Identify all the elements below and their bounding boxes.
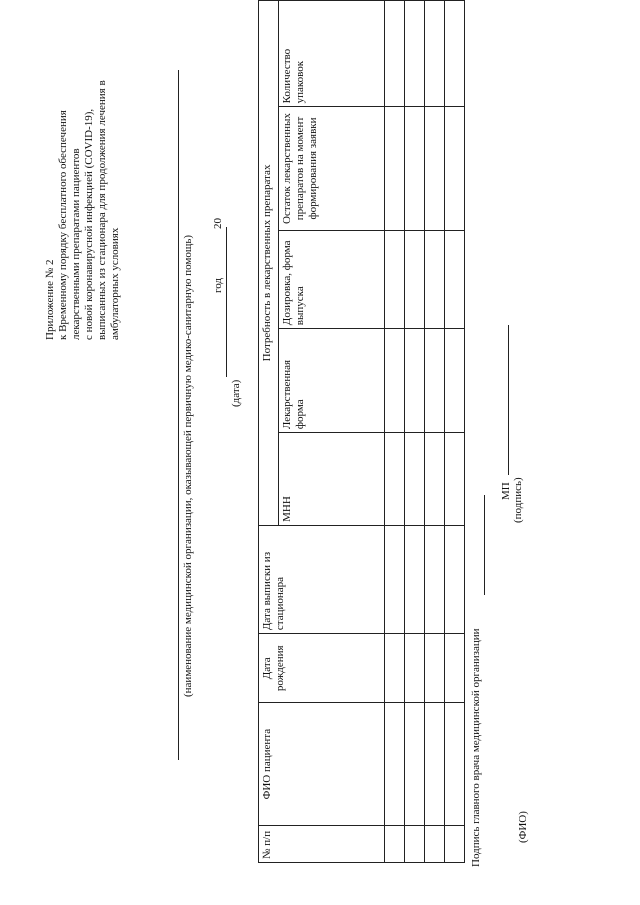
table-cell	[385, 634, 405, 703]
table-cell	[425, 107, 445, 230]
table-cell	[425, 433, 445, 526]
table-cell	[425, 525, 445, 633]
date-caption: (дата)	[230, 379, 242, 407]
appendix-line: выписанных из стационара для продолжения лечения в	[96, 80, 108, 340]
table-row	[445, 1, 465, 863]
header-remain: Остаток лекарственных препаратов на момент формирования заявки	[279, 107, 385, 230]
table-cell	[425, 825, 445, 862]
table-row	[425, 1, 445, 863]
date-year-line	[226, 231, 227, 259]
appendix-line: лекарственными препаратами пациентов	[70, 148, 82, 340]
signature-line-2	[508, 325, 509, 475]
table-cell	[425, 634, 445, 703]
table-cell	[445, 634, 465, 703]
table-cell	[405, 525, 425, 633]
table-row	[405, 1, 425, 863]
table-cell	[405, 107, 425, 230]
header-dosage: Дозировка, форма выпуска	[279, 230, 385, 329]
table-cell	[385, 703, 405, 825]
header-qty: Количество упаковок	[279, 1, 385, 107]
table-cell	[405, 433, 425, 526]
signature-label: Подпись главного врача медицинской организации	[470, 628, 482, 867]
table-cell	[425, 703, 445, 825]
fio-caption: (ФИО)	[517, 811, 529, 843]
date-number: 20	[212, 218, 224, 229]
table-cell	[425, 1, 445, 107]
needs-table	[258, 0, 465, 863]
header-num: № п/п	[259, 825, 385, 862]
appendix-line: с новой коронавирусной инфекцией (COVID-19),	[83, 108, 95, 340]
table-cell	[445, 433, 465, 526]
table-cell	[385, 1, 405, 107]
mp-label: МП	[500, 482, 512, 500]
table-cell	[385, 825, 405, 862]
header-needs-group: Потребность в лекарственных препаратах	[259, 1, 279, 526]
table-cell	[445, 825, 465, 862]
table-cell	[405, 703, 425, 825]
table-cell	[445, 525, 465, 633]
table-cell	[405, 634, 425, 703]
table-cell	[445, 1, 465, 107]
table-cell	[385, 230, 405, 329]
org-caption: (наименование медицинской организации, оказывающей первичную медико-санитарную помощь)	[182, 234, 194, 697]
table-cell	[385, 107, 405, 230]
date-year-label: год	[212, 277, 224, 293]
signature-caption: (подпись)	[512, 477, 524, 523]
appendix-title: Приложение № 2	[44, 259, 56, 340]
header-form: Лекарственная форма	[279, 329, 385, 433]
table-cell	[385, 329, 405, 433]
header-discharge: Дата выписки из стационара	[259, 525, 385, 633]
table-cell	[405, 1, 425, 107]
table-cell	[445, 107, 465, 230]
header-birth: Дата рождения	[259, 634, 385, 703]
table-cell	[385, 525, 405, 633]
table-cell	[405, 329, 425, 433]
table-cell	[425, 230, 445, 329]
header-fio: ФИО пациента	[259, 703, 385, 825]
appendix-line: к Временному порядку бесплатного обеспечения	[57, 110, 69, 340]
table-row	[385, 1, 405, 863]
table-cell	[405, 825, 425, 862]
table-cell	[445, 329, 465, 433]
header-mnn: МНН	[279, 433, 385, 526]
org-name-line	[178, 70, 179, 760]
appendix-line: амбулаторных условиях	[109, 227, 121, 340]
table-cell	[445, 230, 465, 329]
table-cell	[385, 433, 405, 526]
signature-line-1	[484, 495, 485, 595]
table-cell	[405, 230, 425, 329]
table-cell	[445, 703, 465, 825]
table-cell	[425, 329, 445, 433]
